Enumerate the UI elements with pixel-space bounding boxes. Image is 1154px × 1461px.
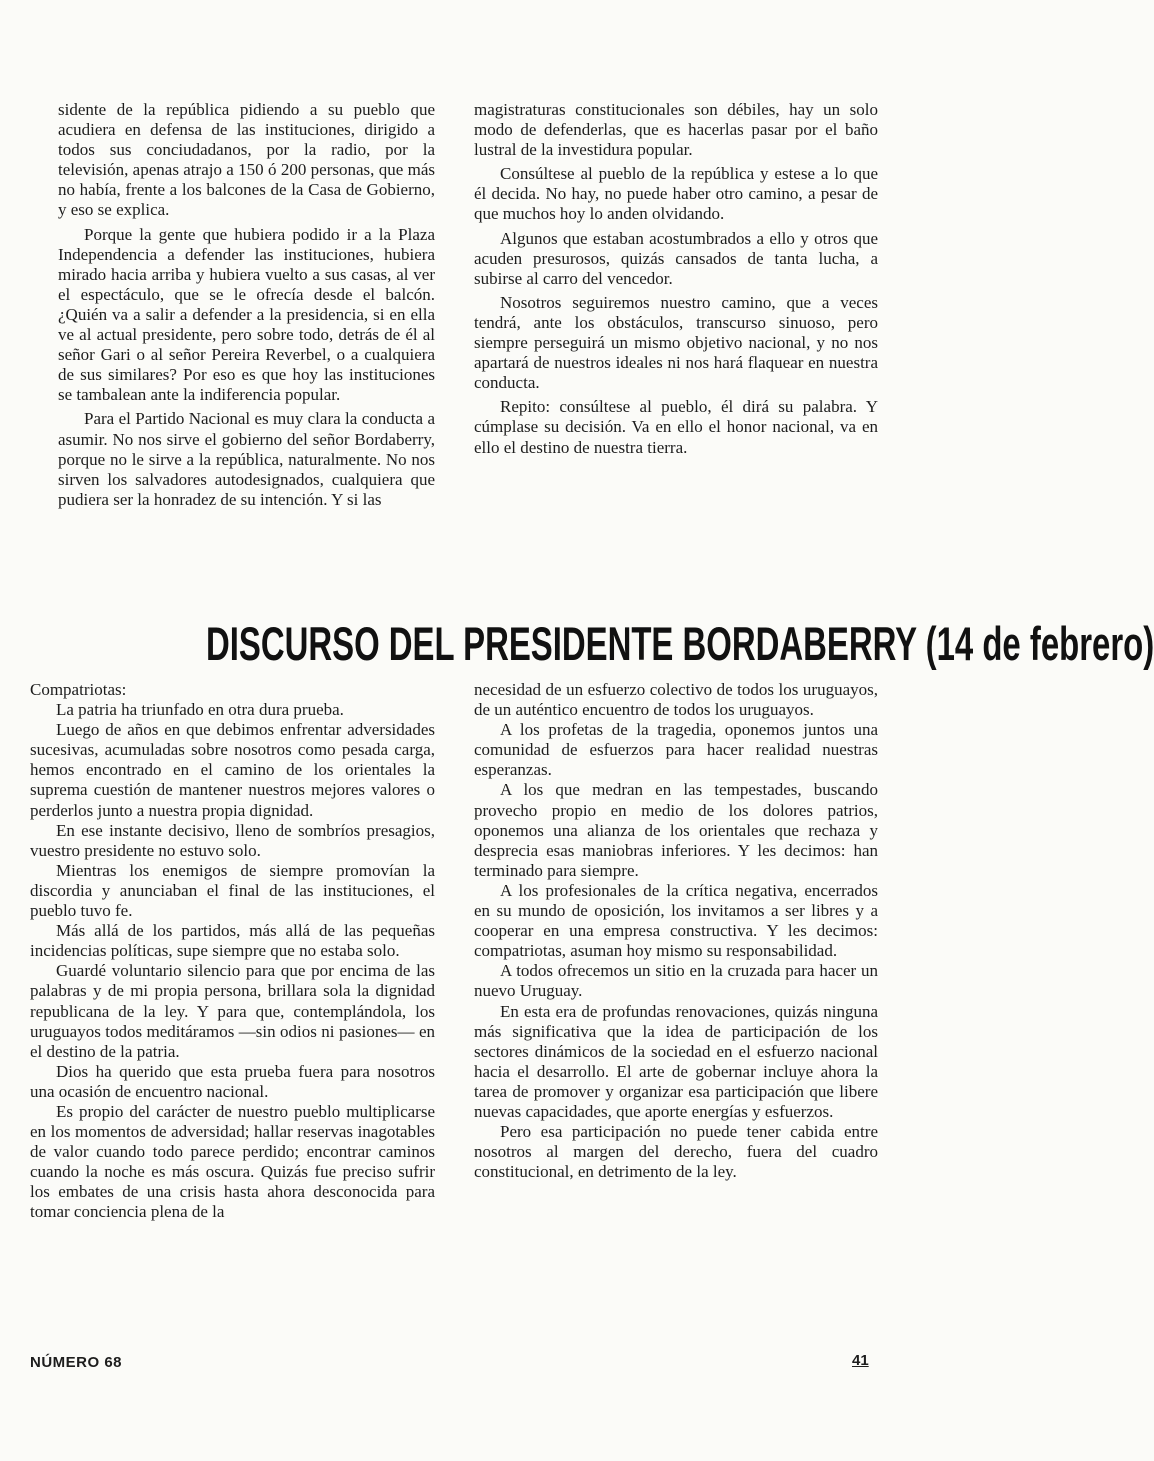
paragraph: Dios ha querido que esta prueba fuera para nosotros una ocasión de encuentro nacional. (30, 1061, 435, 1101)
top-right-column (474, 100, 878, 458)
paragraph: Porque la gente que hubiera podido ir a la Plaza Independencia a defender las instituciones, hubiera mirado hacia arriba y hubiera vuelto a sus casas, al ver el espectáculo, que se le ofrecía desde el balcón. ¿Quién va a salir a defender a la presidencia, si en ella ve al actual presidente, pero sobre todo, detrás de él al señor Gari o al señor Pereira Reverbel, o a cualquiera de sus similares? Por eso es que hoy las instituciones se tambalean ante la indiferencia popular. (58, 224, 435, 405)
paragraph: Algunos que estaban acostumbrados a ello y otros que acuden presurosos, quizás cansados de tanta lucha, a subirse al carro del vencedor. (474, 228, 878, 288)
paragraph: A los profetas de la tragedia, oponemos juntos una comunidad de esfuerzos para hacer realidad nuestras esperanzas. (474, 720, 878, 780)
paragraph: Nosotros seguiremos nuestro camino, que a veces tendrá, ante los obstáculos, transcurso sinuoso, pero siempre perseguirá un mismo objetivo nacional, y no nos apartará de nuestros ideales ni nos hará flaquear en nuestra conducta. (474, 292, 878, 393)
paragraph: Pero esa participación no puede tener cabida entre nosotros al margen del derecho, fuera del cuadro constitucional, en detrimento de la ley. (474, 1122, 878, 1182)
paragraph: La patria ha triunfado en otra dura prueba. (56, 700, 344, 720)
bottom-left-column (30, 680, 435, 1223)
paragraph: Repito: consúltese al pueblo, él dirá su palabra. Y cúmplase su decisión. Va en ello el honor nacional, va en ello el destino de nuestra tierra. (474, 397, 878, 457)
paragraph: necesidad de un esfuerzo colectivo de todos los uruguayos, de un auténtico encuentro de todos los uruguayos. (474, 680, 878, 720)
paragraph: Para el Partido Nacional es muy clara la conducta a asumir. No nos sirve el gobierno del señor Bordaberry, porque no le sirve a la república, naturalmente. No nos sirven los salvadores autodesignados, cualquiera que pudiera ser la honradez de su intención. Y si las (58, 409, 435, 509)
paragraph: Luego de años en que debimos enfrentar adversidades sucesivas, acumuladas sobre nosotros como pesada carga, hemos encontrado en el camino de los orientales la suprema cuestión de mantener nuestros mejores valores o perderlos junto a nuestra propia dignidad. (30, 720, 435, 820)
paragraph: A todos ofrecemos un sitio en la cruzada para hacer un nuevo Uruguay. (474, 961, 878, 1001)
paragraph: Es propio del carácter de nuestro pueblo multiplicarse en los momentos de adversidad; hallar reservas inagotables de valor cuando todo parece perdido; encontrar caminos cuando la noche es más oscura. Quizás fue preciso sufrir los embates de una crisis hasta ahora desconocida para tomar conciencia plena de la (30, 1101, 435, 1222)
article-headline: DISCURSO DEL PRESIDENTE BORDABERRY (14 de febrero) (206, 617, 1154, 670)
paragraph: A los que medran en las tempestades, buscando provecho propio en medio de los dolores patrios, oponemos una alianza de los orientales que rechaza y desprecia esas maniobras inferiores. Y les decimos: han terminado para siempre. (474, 780, 878, 880)
issue-number: NÚMERO 68 (30, 1354, 123, 1371)
paragraph: En esta era de profundas renovaciones, quizás ninguna más significativa que la idea de participación de los sectores dinámicos de la sociedad en el esfuerzo nacional hacia el desarrollo. El arte de gobernar incluye ahora la tarea de promover y organizar esa participación que libere nuevas capacidades, que aporte energías y esfuerzos. (474, 1001, 878, 1121)
paragraph: Mientras los enemigos de siempre promovían la discordia y anunciaban el final de las instituciones, el pueblo tuvo fe. (30, 860, 435, 921)
page-number: 41 (852, 1352, 869, 1369)
paragraph: sidente de la república pidiendo a su pueblo que acudiera en defensa de las instituciones, dirigido a todos sus conciudadanos, por la radio, por la televisión, apenas atrajo a 150 ó 200 personas, que más no había, frente a los balcones de la Casa de Gobierno, y eso se explica. (58, 100, 435, 220)
paragraph: Consúltese al pueblo de la república y estese a lo que él decida. No hay, no puede haber otro camino, a pesar de que muchos hoy lo anden olvidando. (474, 164, 878, 224)
paragraph: En ese instante decisivo, lleno de sombríos presagios, vuestro presidente no estuvo solo. (30, 820, 435, 860)
paragraph: Más allá de los partidos, más allá de las pequeñas incidencias políticas, supe siempre que no estaba solo. (30, 921, 435, 961)
paragraph: magistraturas constitucionales son débiles, hay un solo modo de defenderlas, que es hacerlas pasar por el baño lustral de la investidura popular. (474, 100, 878, 160)
top-left-column (58, 100, 435, 510)
paragraph: A los profesionales de la crítica negativa, encerrados en su mundo de oposición, los invitamos a ser libres y a cooperar en una empresa constructiva. Y les decimos: compatriotas, asuman hoy mismo su responsabilidad. (474, 880, 878, 961)
bottom-right-column (474, 680, 878, 1182)
salutation: Compatriotas: (30, 680, 127, 699)
paragraph: Guardé voluntario silencio para que por encima de las palabras y de mi propia persona, brillara sola la dignidad republicana de la ley. Y para que, contemplándola, los uruguayos todos meditáramos —sin odios ni pasiones— en el destino de la patria. (30, 961, 435, 1061)
